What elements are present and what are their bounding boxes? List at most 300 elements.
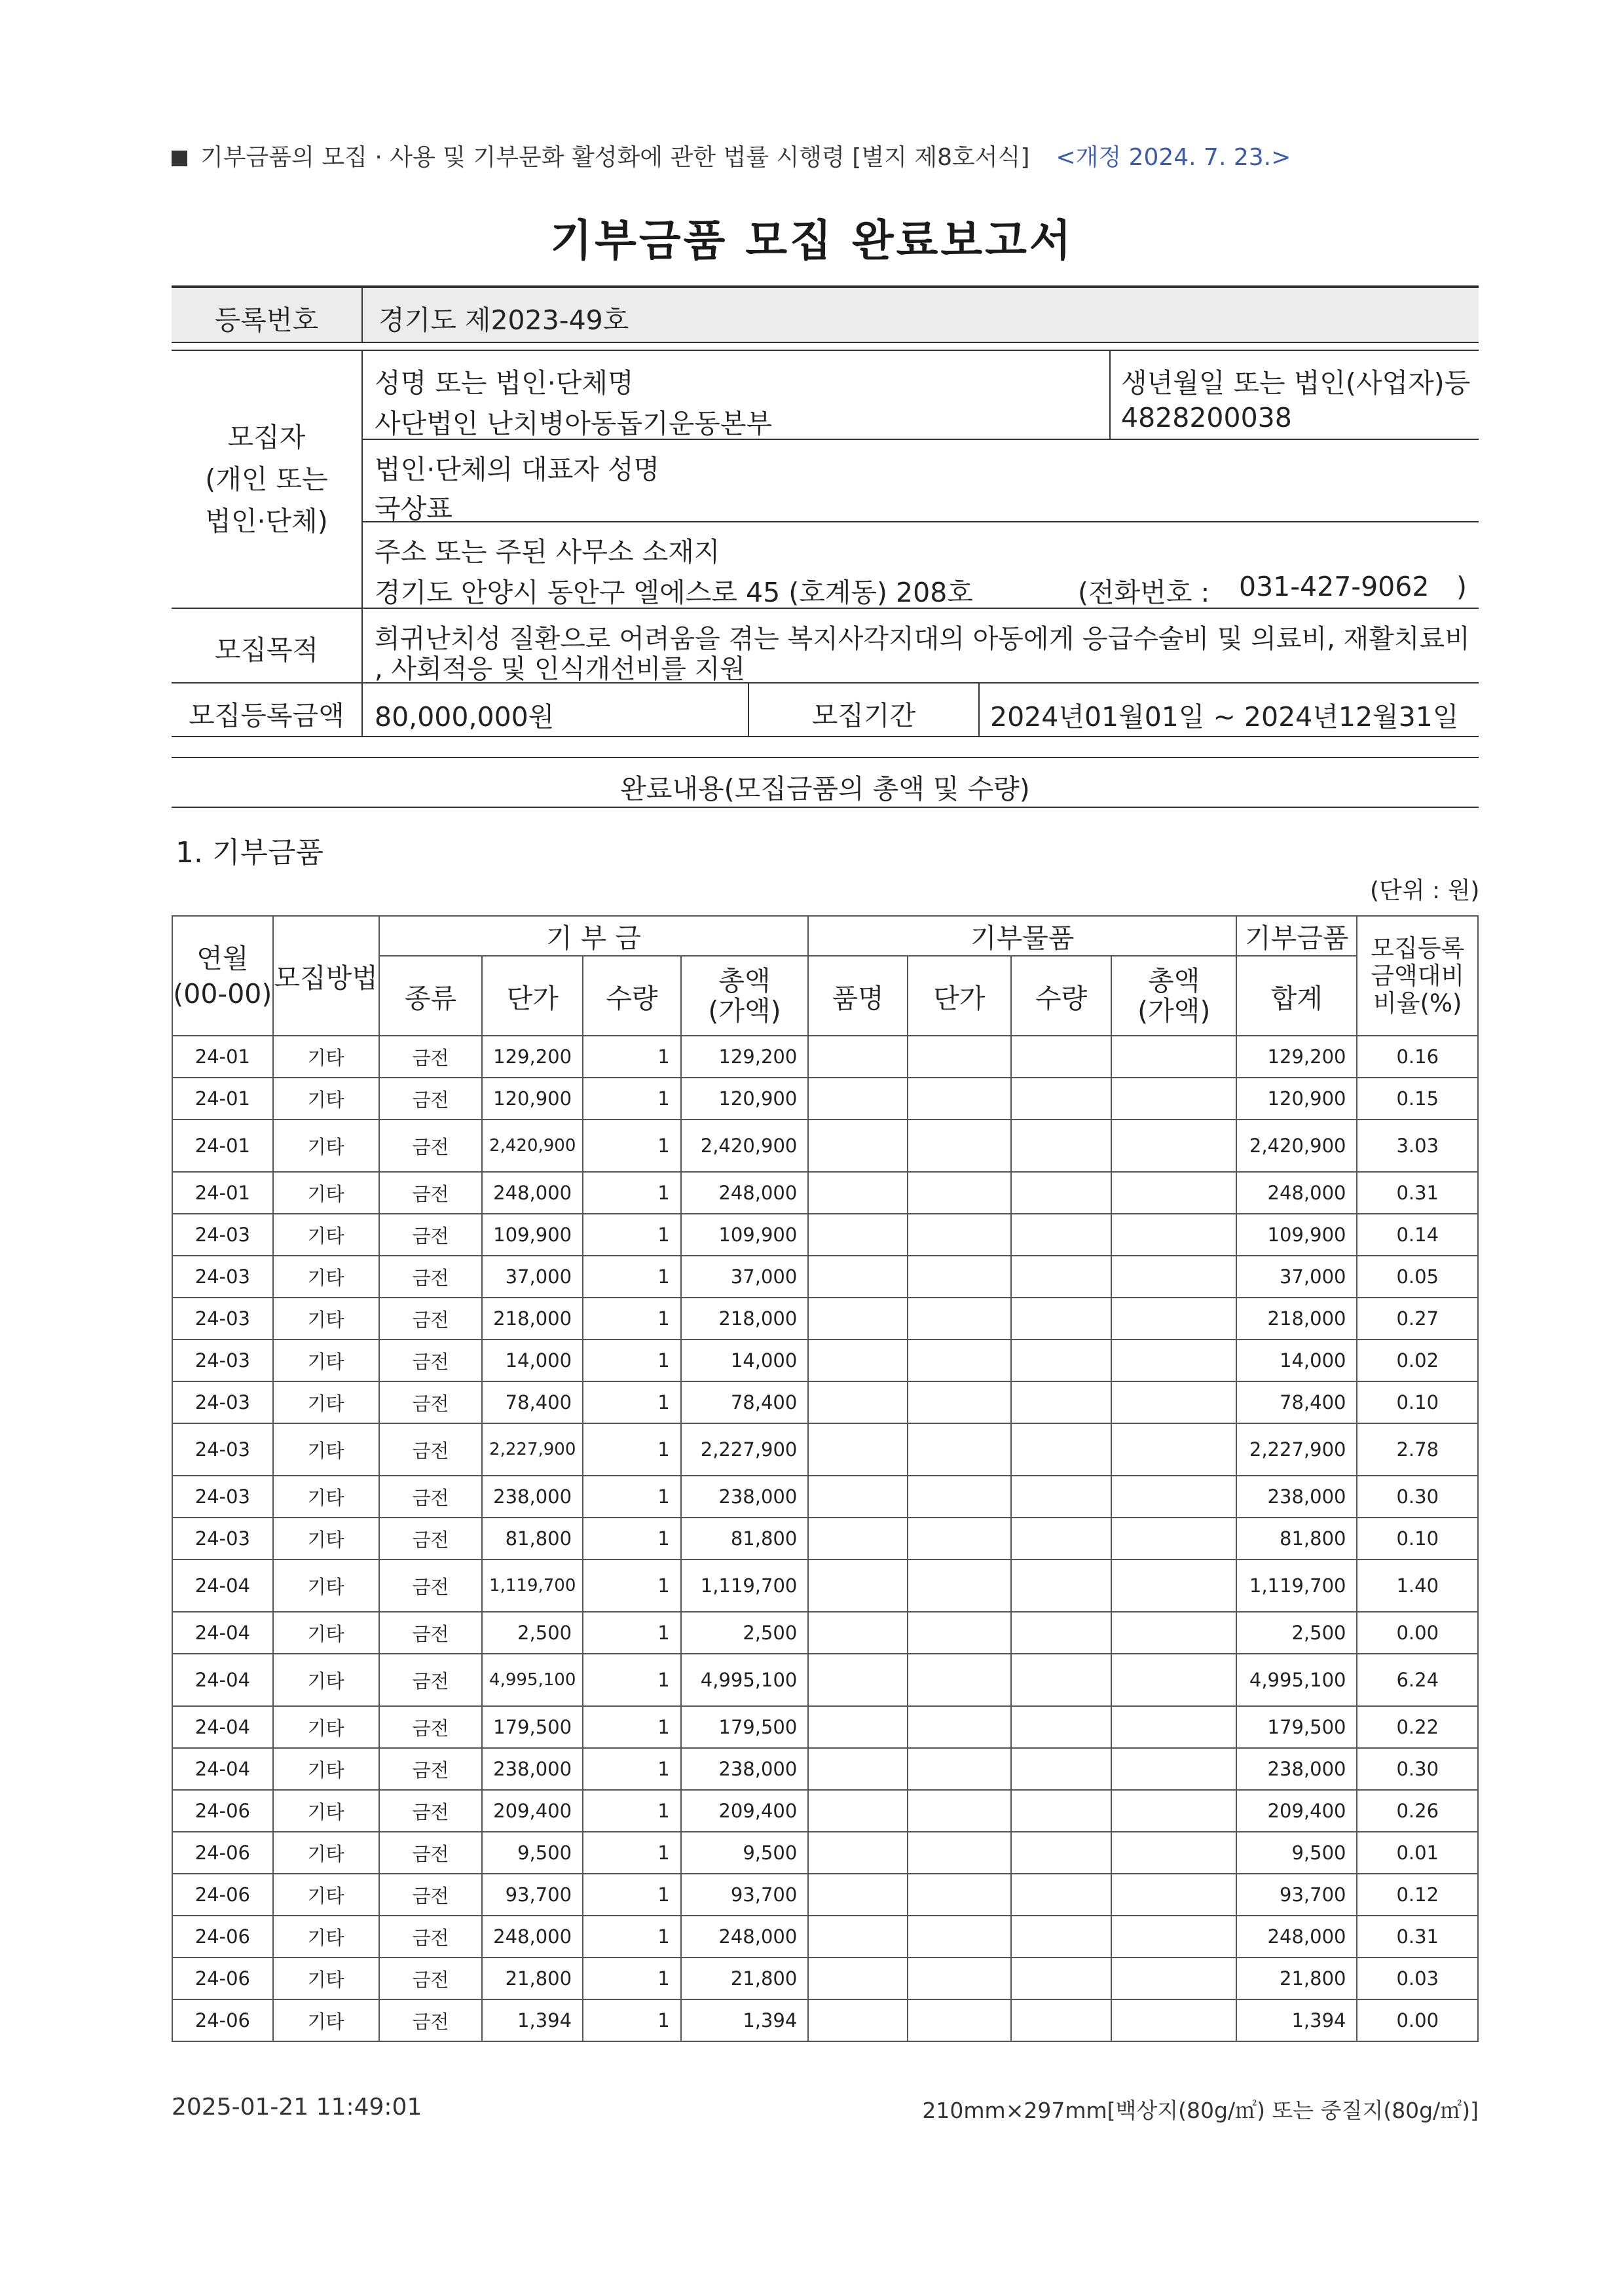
cell-sum: 179,500	[1236, 1706, 1357, 1748]
cell-ratio: 0.05	[1357, 1256, 1478, 1298]
name-label: 성명 또는 법인·단체명	[375, 367, 634, 399]
cell-price: 37,000	[482, 1256, 583, 1298]
address-value: 경기도 안양시 동안구 엘에스로 45 (호계동) 208호	[375, 577, 973, 608]
cell-ratio: 0.02	[1357, 1339, 1478, 1381]
cell-item	[808, 1790, 908, 1832]
cell-goods-price	[908, 1120, 1011, 1172]
col-goods-amount: 총액 (가액)	[1111, 956, 1236, 1036]
cell-goods-amount	[1111, 1612, 1236, 1654]
amount-label: 모집등록금액	[189, 700, 344, 731]
cell-sum: 37,000	[1236, 1256, 1357, 1298]
cell-goods-price	[908, 1298, 1011, 1339]
cell-goods-qty	[1011, 1916, 1112, 1958]
cell-month: 24-03	[172, 1518, 273, 1559]
cell-amount: 218,000	[681, 1298, 809, 1339]
cell-method: 기타	[273, 1706, 379, 1748]
cell-ratio: 0.10	[1357, 1518, 1478, 1559]
cell-price: 238,000	[482, 1748, 583, 1790]
table-row	[172, 1381, 1478, 1423]
cell-item	[808, 1339, 908, 1381]
cell-ratio: 0.00	[1357, 1612, 1478, 1654]
cell-month: 24-03	[172, 1381, 273, 1423]
cell-month: 24-04	[172, 1559, 273, 1612]
cell-method: 기타	[273, 1832, 379, 1874]
cell-amount: 81,800	[681, 1518, 809, 1559]
cell-item	[808, 1832, 908, 1874]
cell-item	[808, 1559, 908, 1612]
cell-method: 기타	[273, 1381, 379, 1423]
cell-ratio: 0.30	[1357, 1748, 1478, 1790]
cell-goods-qty	[1011, 1256, 1112, 1298]
donation-table	[172, 915, 1479, 2042]
cell-ratio: 0.26	[1357, 1790, 1478, 1832]
cell-price: 78,400	[482, 1381, 583, 1423]
cell-amount: 2,500	[681, 1612, 809, 1654]
registration-value: 경기도 제2023-49호	[378, 304, 629, 336]
cell-goods-qty	[1011, 1423, 1112, 1476]
cell-kind: 금전	[379, 1120, 483, 1172]
col-goods-price: 단가	[908, 956, 1011, 1036]
divider	[363, 521, 1479, 522]
cell-kind: 금전	[379, 1559, 483, 1612]
cell-ratio: 0.27	[1357, 1298, 1478, 1339]
cell-kind: 금전	[379, 1706, 483, 1748]
section-title: 1. 기부금품	[175, 836, 323, 869]
cell-ratio: 0.31	[1357, 1916, 1478, 1958]
cell-goods-amount	[1111, 1120, 1236, 1172]
table-row	[172, 1874, 1478, 1916]
cell-ratio: 0.15	[1357, 1078, 1478, 1120]
cell-goods-amount	[1111, 1958, 1236, 1999]
cell-goods-amount	[1111, 1654, 1236, 1706]
cell-item	[808, 1654, 908, 1706]
cell-item	[808, 1298, 908, 1339]
unit-note: (단위 : 원)	[1370, 877, 1480, 904]
cell-goods-price	[908, 1518, 1011, 1559]
cell-goods-price	[908, 1078, 1011, 1120]
table-row	[172, 1172, 1478, 1214]
cell-kind: 금전	[379, 1748, 483, 1790]
cell-method: 기타	[273, 1916, 379, 1958]
phone-value: 031-427-9062	[1239, 571, 1430, 602]
cell-item	[808, 1874, 908, 1916]
cell-amount: 120,900	[681, 1078, 809, 1120]
cell-goods-price	[908, 1790, 1011, 1832]
divider	[172, 807, 1479, 808]
divider	[172, 285, 1479, 288]
cell-item	[808, 1612, 908, 1654]
cell-sum: 2,500	[1236, 1612, 1357, 1654]
cell-qty: 1	[583, 1339, 681, 1381]
cell-price: 2,500	[482, 1612, 583, 1654]
cell-month: 24-04	[172, 1612, 273, 1654]
cell-price: 2,227,900	[482, 1423, 583, 1476]
col-group-goods: 기부물품	[808, 916, 1236, 956]
cell-sum: 238,000	[1236, 1476, 1357, 1518]
cell-month: 24-06	[172, 1832, 273, 1874]
paper-spec: 210mm×297mm[백상지(80g/㎡) 또는 중질지(80g/㎡)]	[922, 2098, 1479, 2123]
divider	[361, 350, 363, 736]
cell-qty: 1	[583, 1748, 681, 1790]
cell-month: 24-01	[172, 1172, 273, 1214]
cell-ratio: 0.14	[1357, 1214, 1478, 1256]
cell-qty: 1	[583, 1381, 681, 1423]
cell-sum: 93,700	[1236, 1874, 1357, 1916]
cell-item	[808, 1748, 908, 1790]
cell-kind: 금전	[379, 1612, 483, 1654]
cell-kind: 금전	[379, 1916, 483, 1958]
cell-method: 기타	[273, 1958, 379, 1999]
cell-kind: 금전	[379, 1339, 483, 1381]
divider	[361, 288, 363, 342]
cell-amount: 248,000	[681, 1172, 809, 1214]
cell-goods-amount	[1111, 1078, 1236, 1120]
cell-item	[808, 1706, 908, 1748]
revision-note: <개정 2024. 7. 23.>	[1056, 144, 1291, 171]
cell-price: 21,800	[482, 1958, 583, 1999]
cell-month: 24-01	[172, 1036, 273, 1078]
cell-goods-qty	[1011, 1832, 1112, 1874]
cell-kind: 금전	[379, 1172, 483, 1214]
table-row	[172, 1832, 1478, 1874]
cell-kind: 금전	[379, 1999, 483, 2041]
cell-goods-amount	[1111, 1874, 1236, 1916]
cell-item	[808, 1381, 908, 1423]
cell-qty: 1	[583, 1612, 681, 1654]
cell-goods-qty	[1011, 1381, 1112, 1423]
cell-kind: 금전	[379, 1832, 483, 1874]
cell-amount: 179,500	[681, 1706, 809, 1748]
table-row	[172, 1078, 1478, 1120]
cell-sum: 209,400	[1236, 1790, 1357, 1832]
cell-qty: 1	[583, 1476, 681, 1518]
cell-price: 93,700	[482, 1874, 583, 1916]
cell-kind: 금전	[379, 1298, 483, 1339]
table-row	[172, 1559, 1478, 1612]
cell-method: 기타	[273, 1036, 379, 1078]
cell-goods-qty	[1011, 1706, 1112, 1748]
cell-amount: 1,119,700	[681, 1559, 809, 1612]
cell-goods-qty	[1011, 1298, 1112, 1339]
cell-amount: 2,227,900	[681, 1423, 809, 1476]
cell-qty: 1	[583, 1423, 681, 1476]
table-row	[172, 1298, 1478, 1339]
cell-price: 248,000	[482, 1916, 583, 1958]
cell-method: 기타	[273, 1214, 379, 1256]
cell-qty: 1	[583, 1654, 681, 1706]
cell-amount: 93,700	[681, 1874, 809, 1916]
cell-qty: 1	[583, 1958, 681, 1999]
table-row	[172, 1423, 1478, 1476]
col-qty: 수량	[583, 956, 681, 1036]
cell-amount: 4,995,100	[681, 1654, 809, 1706]
cell-method: 기타	[273, 1298, 379, 1339]
cell-price: 238,000	[482, 1476, 583, 1518]
cell-goods-price	[908, 1381, 1011, 1423]
cell-goods-amount	[1111, 1559, 1236, 1612]
cell-method: 기타	[273, 1423, 379, 1476]
cell-qty: 1	[583, 1790, 681, 1832]
cell-method: 기타	[273, 1559, 379, 1612]
cell-goods-price	[908, 1874, 1011, 1916]
cell-price: 2,420,900	[482, 1120, 583, 1172]
cell-ratio: 0.12	[1357, 1874, 1478, 1916]
cell-month: 24-06	[172, 1999, 273, 2041]
address-label: 주소 또는 주된 사무소 소재지	[375, 536, 720, 568]
cell-month: 24-06	[172, 1874, 273, 1916]
cell-goods-amount	[1111, 1790, 1236, 1832]
completion-heading: 완료내용(모집금품의 총액 및 수량)	[620, 773, 1030, 805]
table-row	[172, 1790, 1478, 1832]
cell-goods-amount	[1111, 1381, 1236, 1423]
name-value: 사단법인 난치병아동돕기운동본부	[375, 408, 773, 439]
cell-price: 248,000	[482, 1172, 583, 1214]
cell-kind: 금전	[379, 1654, 483, 1706]
cell-item	[808, 1999, 908, 2041]
cell-goods-price	[908, 1214, 1011, 1256]
cell-goods-amount	[1111, 1748, 1236, 1790]
cell-kind: 금전	[379, 1256, 483, 1298]
cell-method: 기타	[273, 1612, 379, 1654]
cell-ratio: 0.01	[1357, 1832, 1478, 1874]
cell-goods-amount	[1111, 1339, 1236, 1381]
cell-qty: 1	[583, 1518, 681, 1559]
cell-price: 218,000	[482, 1298, 583, 1339]
cell-amount: 248,000	[681, 1916, 809, 1958]
cell-goods-amount	[1111, 1476, 1236, 1518]
cell-sum: 120,900	[1236, 1078, 1357, 1120]
cell-qty: 1	[583, 1298, 681, 1339]
cell-ratio: 6.24	[1357, 1654, 1478, 1706]
cell-month: 24-03	[172, 1214, 273, 1256]
cell-method: 기타	[273, 1339, 379, 1381]
cell-goods-qty	[1011, 1612, 1112, 1654]
cell-price: 120,900	[482, 1078, 583, 1120]
cell-month: 24-04	[172, 1706, 273, 1748]
cell-method: 기타	[273, 1518, 379, 1559]
cell-goods-price	[908, 1172, 1011, 1214]
cell-sum: 109,900	[1236, 1214, 1357, 1256]
cell-month: 24-03	[172, 1339, 273, 1381]
cell-price: 1,119,700	[482, 1559, 583, 1612]
divider	[172, 342, 1479, 343]
cell-sum: 248,000	[1236, 1916, 1357, 1958]
cell-goods-price	[908, 1256, 1011, 1298]
print-timestamp: 2025-01-21 11:49:01	[172, 2094, 422, 2121]
cell-kind: 금전	[379, 1381, 483, 1423]
col-group-money: 기 부 금	[379, 916, 809, 956]
cell-kind: 금전	[379, 1476, 483, 1518]
cell-goods-price	[908, 1958, 1011, 1999]
cell-sum: 9,500	[1236, 1832, 1357, 1874]
cell-method: 기타	[273, 1078, 379, 1120]
cell-item	[808, 1916, 908, 1958]
cell-price: 209,400	[482, 1790, 583, 1832]
cell-item	[808, 1078, 908, 1120]
cell-qty: 1	[583, 1832, 681, 1874]
cell-amount: 129,200	[681, 1036, 809, 1078]
table-row	[172, 1748, 1478, 1790]
cell-goods-price	[908, 1654, 1011, 1706]
cell-kind: 금전	[379, 1078, 483, 1120]
cell-price: 9,500	[482, 1832, 583, 1874]
cell-sum: 2,420,900	[1236, 1120, 1357, 1172]
cell-item	[808, 1172, 908, 1214]
cell-sum: 4,995,100	[1236, 1654, 1357, 1706]
cell-goods-amount	[1111, 1999, 1236, 2041]
cell-ratio: 0.16	[1357, 1036, 1478, 1078]
cell-method: 기타	[273, 1874, 379, 1916]
cell-goods-price	[908, 1999, 1011, 2041]
cell-sum: 2,227,900	[1236, 1423, 1357, 1476]
cell-kind: 금전	[379, 1958, 483, 1999]
cell-price: 1,394	[482, 1999, 583, 2041]
table-row	[172, 1339, 1478, 1381]
cell-qty: 1	[583, 1078, 681, 1120]
cell-month: 24-01	[172, 1120, 273, 1172]
cell-goods-qty	[1011, 1999, 1112, 2041]
cell-method: 기타	[273, 1256, 379, 1298]
col-kind: 종류	[379, 956, 483, 1036]
divider	[1109, 350, 1111, 439]
divider	[172, 350, 1479, 351]
cell-goods-qty	[1011, 1790, 1112, 1832]
divider	[172, 757, 1479, 758]
cell-item	[808, 1476, 908, 1518]
col-ratio: 모집등록 금액대비 비율(%)	[1357, 916, 1478, 1036]
cell-qty: 1	[583, 1036, 681, 1078]
cell-month: 24-04	[172, 1748, 273, 1790]
cell-goods-price	[908, 1339, 1011, 1381]
col-amount: 총액 (가액)	[681, 956, 809, 1036]
divider	[172, 736, 1479, 737]
legal-basis-text: 기부금품의 모집 · 사용 및 기부문화 활성화에 관한 법률 시행령 [별지 제8호서식]	[200, 144, 1030, 171]
cell-kind: 금전	[379, 1214, 483, 1256]
cell-amount: 14,000	[681, 1339, 809, 1381]
cell-goods-qty	[1011, 1958, 1112, 1999]
cell-qty: 1	[583, 1999, 681, 2041]
cell-goods-price	[908, 1559, 1011, 1612]
phone-close: )	[1456, 571, 1467, 602]
table-row	[172, 1214, 1478, 1256]
table-row	[172, 1654, 1478, 1706]
registration-label: 등록번호	[214, 304, 319, 336]
cell-month: 24-01	[172, 1078, 273, 1120]
cell-item	[808, 1036, 908, 1078]
purpose-line-2: , 사회적응 및 인식개선비를 지원	[375, 654, 745, 684]
cell-amount: 209,400	[681, 1790, 809, 1832]
amount-value: 80,000,000원	[375, 701, 555, 733]
cell-month: 24-06	[172, 1790, 273, 1832]
cell-goods-amount	[1111, 1518, 1236, 1559]
cell-goods-amount	[1111, 1214, 1236, 1256]
col-group-total: 기부금품	[1236, 916, 1357, 956]
cell-month: 24-03	[172, 1476, 273, 1518]
cell-amount: 9,500	[681, 1832, 809, 1874]
cell-goods-qty	[1011, 1874, 1112, 1916]
cell-ratio: 0.00	[1357, 1999, 1478, 2041]
table-row	[172, 1256, 1478, 1298]
cell-sum: 14,000	[1236, 1339, 1357, 1381]
cell-kind: 금전	[379, 1518, 483, 1559]
cell-item	[808, 1214, 908, 1256]
table-row	[172, 1916, 1478, 1958]
period-label: 모집기간	[811, 700, 916, 731]
cell-goods-qty	[1011, 1120, 1112, 1172]
cell-item	[808, 1120, 908, 1172]
cell-method: 기타	[273, 1172, 379, 1214]
cell-qty: 1	[583, 1916, 681, 1958]
cell-ratio: 0.30	[1357, 1476, 1478, 1518]
cell-method: 기타	[273, 1654, 379, 1706]
cell-goods-price	[908, 1036, 1011, 1078]
cell-method: 기타	[273, 1999, 379, 2041]
cell-method: 기타	[273, 1120, 379, 1172]
cell-price: 4,995,100	[482, 1654, 583, 1706]
cell-sum: 218,000	[1236, 1298, 1357, 1339]
divider	[172, 682, 1479, 683]
cell-goods-qty	[1011, 1339, 1112, 1381]
cell-qty: 1	[583, 1172, 681, 1214]
cell-item	[808, 1256, 908, 1298]
cell-sum: 238,000	[1236, 1748, 1357, 1790]
cell-goods-qty	[1011, 1518, 1112, 1559]
cell-amount: 2,420,900	[681, 1120, 809, 1172]
cell-goods-amount	[1111, 1916, 1236, 1958]
cell-sum: 248,000	[1236, 1172, 1357, 1214]
cell-month: 24-06	[172, 1958, 273, 1999]
cell-ratio: 0.31	[1357, 1172, 1478, 1214]
birth-label: 생년월일 또는 법인(사업자)등	[1121, 367, 1471, 399]
cell-price: 179,500	[482, 1706, 583, 1748]
cell-goods-price	[908, 1916, 1011, 1958]
table-row	[172, 1120, 1478, 1172]
cell-ratio: 2.78	[1357, 1423, 1478, 1476]
cell-price: 129,200	[482, 1036, 583, 1078]
cell-sum: 78,400	[1236, 1381, 1357, 1423]
table-row	[172, 1612, 1478, 1654]
registration-band	[172, 288, 1479, 342]
cell-amount: 238,000	[681, 1476, 809, 1518]
cell-sum: 1,394	[1236, 1999, 1357, 2041]
cell-method: 기타	[273, 1748, 379, 1790]
cell-goods-price	[908, 1832, 1011, 1874]
cell-item	[808, 1518, 908, 1559]
cell-goods-amount	[1111, 1172, 1236, 1214]
cell-amount: 109,900	[681, 1214, 809, 1256]
cell-goods-qty	[1011, 1559, 1112, 1612]
cell-sum: 21,800	[1236, 1958, 1357, 1999]
cell-goods-qty	[1011, 1172, 1112, 1214]
legal-basis-line	[172, 139, 1291, 172]
purpose-label: 모집목적	[214, 634, 319, 666]
cell-month: 24-03	[172, 1256, 273, 1298]
period-value: 2024년01월01일 ~ 2024년12월31일	[990, 701, 1459, 733]
cell-month: 24-04	[172, 1654, 273, 1706]
cell-goods-qty	[1011, 1654, 1112, 1706]
cell-goods-price	[908, 1423, 1011, 1476]
cell-goods-price	[908, 1476, 1011, 1518]
cell-sum: 81,800	[1236, 1518, 1357, 1559]
table-row	[172, 1036, 1478, 1078]
cell-goods-qty	[1011, 1078, 1112, 1120]
representative-label: 법인·단체의 대표자 성명	[375, 454, 660, 485]
cell-amount: 37,000	[681, 1256, 809, 1298]
cell-kind: 금전	[379, 1790, 483, 1832]
cell-price: 81,800	[482, 1518, 583, 1559]
representative-value: 국상표	[375, 493, 452, 524]
cell-amount: 238,000	[681, 1748, 809, 1790]
